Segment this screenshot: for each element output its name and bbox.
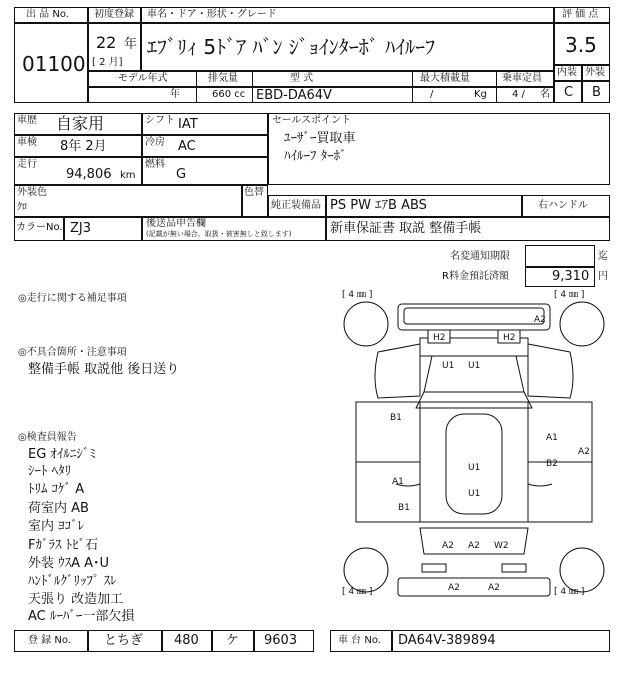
type-value: EBD-DA64V xyxy=(256,88,332,103)
recycle-value: 9,310 xyxy=(552,269,590,284)
capacity-unit: 名 xyxy=(540,89,550,100)
car-damage-diagram xyxy=(338,288,610,608)
interior-label: 内装 xyxy=(557,67,577,78)
steering-value: 右ハンドル xyxy=(538,200,588,211)
name-label: 車名・ドア・形状・グレード xyxy=(147,9,277,20)
tire-front-right xyxy=(560,302,604,346)
model-year-label: モデル年式 xyxy=(118,73,168,84)
left-front-fender xyxy=(375,344,420,398)
tire-label: [ 4 ㎜ ] xyxy=(342,290,373,300)
rear-lamp-right xyxy=(502,564,526,572)
damage-mark: A2 xyxy=(442,541,454,551)
reg-no-label: 登 録 No. xyxy=(28,635,71,646)
inspection-value: 8年 2月 xyxy=(60,139,107,154)
aftermarket-note: (記載が無い場合、取扱・被害無しと致します) xyxy=(146,230,292,238)
driving-notes-title: ◎走行に関する補足事項 xyxy=(18,293,127,304)
max-load-value: / xyxy=(430,89,434,100)
damage-mark: A2 xyxy=(468,541,480,551)
score-label: 評 価 点 xyxy=(562,9,599,20)
damage-mark: H2 xyxy=(433,333,446,343)
lot-label: 出 品 No. xyxy=(26,9,69,20)
aftermarket-label: 後送品申告欄 xyxy=(146,218,206,229)
inspector-line: 天張り 改造加工 xyxy=(28,592,124,607)
lot-number: 01100 xyxy=(22,52,86,76)
ac-label: 冷房 xyxy=(145,137,165,148)
damage-mark: U1 xyxy=(468,463,481,473)
inspector-line: 室内 ﾖｺﾞﾚ xyxy=(28,519,85,534)
damage-mark: U1 xyxy=(468,489,481,499)
damage-mark: U1 xyxy=(442,361,455,371)
chassis-number: DA64V-389894 xyxy=(398,633,496,648)
recycle-unit: 円 xyxy=(598,271,608,282)
damage-mark: U1 xyxy=(468,361,481,371)
defects-text: 整備手帳 取説他 後日送り xyxy=(28,362,180,377)
max-load-unit: Kg xyxy=(474,89,487,100)
reg-year: 22 xyxy=(96,33,117,52)
type-label: 型 式 xyxy=(290,73,314,84)
inspector-line: 荷室内 AB xyxy=(28,501,89,516)
damage-mark: B1 xyxy=(390,413,402,423)
damage-mark: A1 xyxy=(392,477,404,487)
exterior-grade: B xyxy=(592,85,601,100)
damage-mark: A2 xyxy=(578,447,590,457)
damage-mark: A2 xyxy=(448,583,460,593)
damage-mark: B2 xyxy=(546,459,558,469)
displacement-value: 660 cc xyxy=(212,89,246,100)
sales-point-2: ﾊｲﾙｰﾌ ﾀｰﾎﾞ xyxy=(284,149,347,164)
color-no-label: カラーNo. xyxy=(16,222,63,233)
mileage-unit: km xyxy=(120,170,136,181)
damage-mark: W2 xyxy=(494,541,509,551)
car-name: ｴﾌﾞﾘｨ 5ﾄﾞｱ ﾊﾞﾝ ｼﾞｮｲﾝﾀｰﾎﾞ ﾊｲﾙｰﾌ xyxy=(147,35,436,59)
reg-kana: ケ xyxy=(226,633,240,648)
max-load-label: 最大積載量 xyxy=(420,73,470,84)
capacity-value: 4 / xyxy=(512,89,525,100)
reg-number: 9603 xyxy=(264,633,298,648)
std-equipment-value: PS PW ｴｱB ABS xyxy=(330,198,427,213)
reg-month: [ 2 月] xyxy=(92,57,123,68)
inspector-line: AC ﾙｰﾊﾞｰ一部欠損 xyxy=(28,609,135,624)
damage-mark: H2 xyxy=(503,333,516,343)
tire-rear-right xyxy=(560,548,604,592)
right-front-fender xyxy=(528,344,573,398)
shift-value: IAT xyxy=(178,117,198,132)
std-equipment-label: 純正装備品 xyxy=(271,200,321,211)
ac-value: AC xyxy=(178,139,196,154)
mileage-value: 94,806 xyxy=(66,167,112,182)
capacity-label: 乗車定員 xyxy=(502,73,542,84)
damage-mark: A2 xyxy=(534,315,546,325)
change-deadline-label: 名変通知期限 xyxy=(450,251,510,262)
exterior-label: 外装 xyxy=(585,67,605,78)
score-value: 3.5 xyxy=(565,33,597,57)
inspector-line: EG ｵｲﾙﾆｼﾞﾐ xyxy=(28,447,96,462)
rear-lamp-left xyxy=(422,564,446,572)
model-year-unit: 年 xyxy=(170,89,180,100)
tire-label: [ 4 ㎜ ] xyxy=(554,587,585,597)
repaint-label: 色替 xyxy=(244,187,264,198)
inspector-line: Fｶﾞﾗｽ ﾄﾋﾞ石 xyxy=(28,538,99,553)
rear-bumper xyxy=(398,578,550,596)
damage-mark: B1 xyxy=(398,503,410,513)
inspection-label: 車検 xyxy=(17,137,37,148)
ext-color-label: 外装色 xyxy=(17,187,47,198)
tire-label: [ 4 ㎜ ] xyxy=(342,587,373,597)
displacement-label: 排気量 xyxy=(208,73,238,84)
change-deadline-unit: 迄 xyxy=(598,251,608,262)
tire-label: [ 4 ㎜ ] xyxy=(554,290,585,300)
tire-front-left xyxy=(344,302,388,346)
inspector-line: 外装 ｳｽA A･U xyxy=(28,556,110,571)
recycle-label: R料金預託済額 xyxy=(442,271,509,282)
sales-point-label: セールスポイント xyxy=(272,115,352,126)
reg-class: 480 xyxy=(174,633,199,648)
tire-rear-left xyxy=(344,548,388,592)
change-deadline-box xyxy=(525,245,595,267)
interior-grade: C xyxy=(564,85,574,100)
chassis-label: 車 台 No. xyxy=(338,635,381,646)
damage-mark: A1 xyxy=(546,433,558,443)
inspector-line: ﾊﾝﾄﾞﾙｸﾞﾘｯﾌﾟ ｽﾚ xyxy=(28,574,117,589)
mileage-label: 走行 xyxy=(17,159,37,170)
ext-color-cell xyxy=(14,185,242,217)
reg-area: とちぎ xyxy=(104,633,144,648)
inspector-title: ◎検査員報告 xyxy=(18,432,77,443)
history-label: 車歴 xyxy=(17,115,37,126)
reg-year-unit: 年 xyxy=(124,37,138,52)
sales-point-1: ﾕｰｻﾞｰ買取車 xyxy=(284,131,356,146)
history-value: 自家用 xyxy=(56,114,105,133)
reg-label: 初度登録 xyxy=(94,9,134,20)
documents-value: 新車保証書 取説 整備手帳 xyxy=(330,221,482,236)
damage-mark: A2 xyxy=(488,583,500,593)
inspector-line: ｼｰﾄ ﾍﾀﾘ xyxy=(28,464,72,479)
color-no-value: ZJ3 xyxy=(70,221,92,236)
fuel-label: 燃料 xyxy=(145,159,165,170)
defects-title: ◎不具合箇所・注意事項 xyxy=(18,347,127,358)
ext-color-value: ｸﾛ xyxy=(17,202,27,213)
fuel-value: G xyxy=(176,167,187,182)
inspector-line: ﾄﾘﾑ ｺｹﾞ A xyxy=(28,482,85,497)
shift-label: シフト xyxy=(145,115,175,126)
